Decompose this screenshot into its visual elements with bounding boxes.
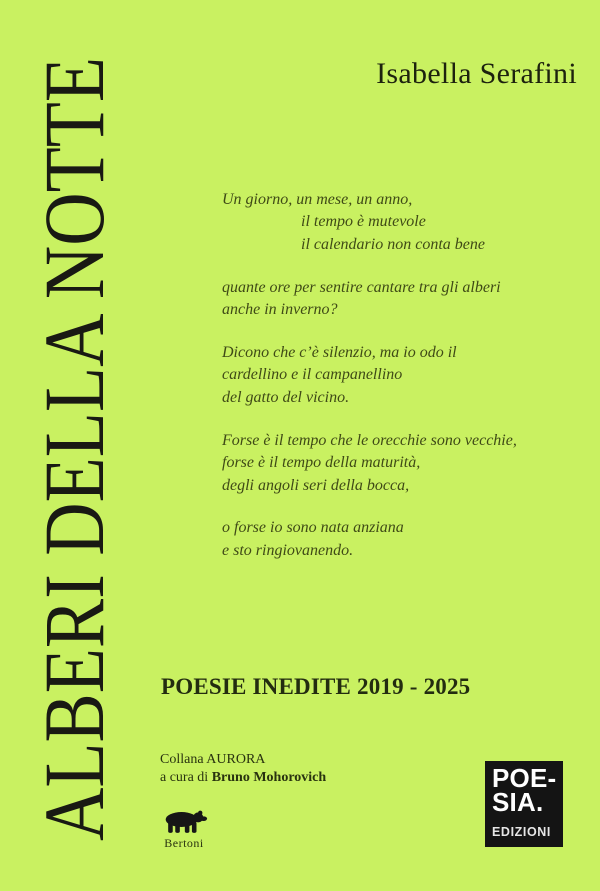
poem-line: il tempo è mutevole xyxy=(301,213,426,231)
curator-name: Bruno Mohorovich xyxy=(211,770,327,785)
poesia-edizioni-badge xyxy=(485,761,563,847)
poem-stanza xyxy=(222,430,552,497)
poem-line: cardellino e il campanellino xyxy=(222,366,403,384)
publisher-logo-block xyxy=(158,810,210,851)
badge-edizioni-label: EDIZIONI xyxy=(492,825,551,839)
poem xyxy=(222,189,552,583)
poem-line: forse è il tempo della maturità, xyxy=(222,454,421,472)
poem-line: anche in inverno? xyxy=(222,301,338,319)
publisher-name: Bertoni xyxy=(164,836,204,850)
poem-line: Un giorno, un mese, un anno, xyxy=(222,191,413,208)
poem-stanza xyxy=(222,517,552,562)
poem-stanza xyxy=(222,342,552,409)
curator-prefix: a cura di xyxy=(160,770,212,785)
title-vertical xyxy=(0,0,130,891)
title-text: ALBERI DELLA NOTTE xyxy=(27,66,123,841)
poem-line: o forse io sono nata anziana xyxy=(222,519,404,537)
poem-line: e sto ringiovanendo. xyxy=(222,541,354,559)
poem-stanza xyxy=(222,277,552,322)
collana-line: Collana AURORA xyxy=(160,752,266,767)
imprint-block xyxy=(160,751,326,787)
poem-line: degli angoli seri della bocca, xyxy=(222,476,410,494)
bear-icon xyxy=(159,810,209,834)
badge-line-sia: SIA. xyxy=(492,787,544,817)
poem-stanza xyxy=(222,189,552,256)
poem-line: del gatto del vicino. xyxy=(222,388,350,406)
poem-line: Forse è il tempo che le orecchie sono vecchie, xyxy=(222,431,517,449)
curator-line xyxy=(160,769,326,787)
badge-wordmark xyxy=(492,763,557,817)
author-name: Isabella Serafini xyxy=(376,57,577,90)
subtitle: POESIE INEDITE 2019 - 2025 xyxy=(161,674,471,699)
poem-line: il calendario non conta bene xyxy=(301,235,485,253)
poem-line: Dicono che c’è silenzio, ma io odo il xyxy=(222,344,457,362)
badge-line-poe: POE- xyxy=(492,763,557,793)
poem-line: quante ore per sentire cantare tra gli alberi xyxy=(222,278,501,296)
